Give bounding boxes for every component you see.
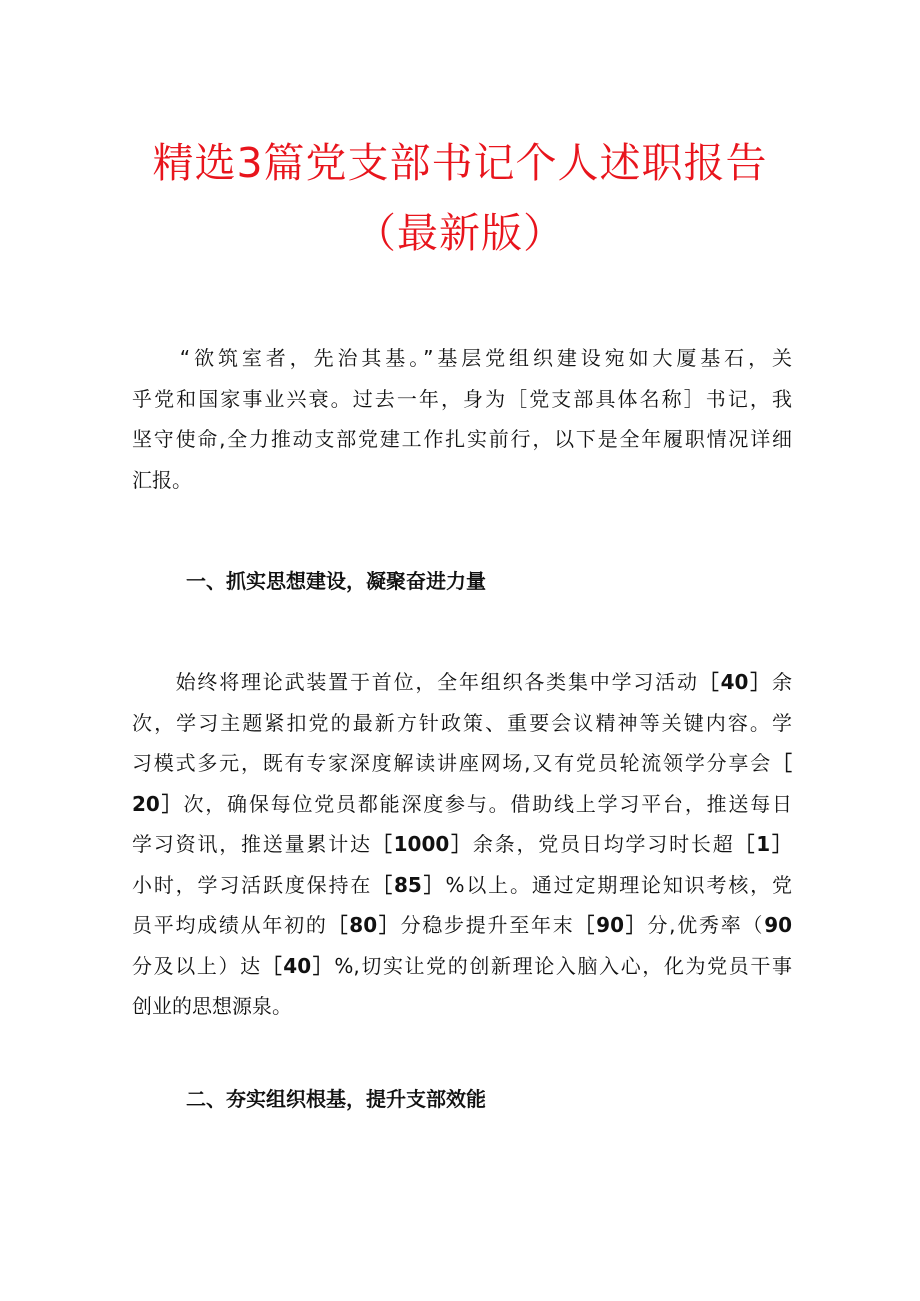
section-1-line: 员平均成绩从年初的［80］分稳步提升至年末［90］分,优秀率（90 [132, 913, 793, 937]
section-1-line: 习模式多元，既有专家深度解读讲座网场,又有党员轮流领学分享会［ [132, 751, 792, 775]
section-1-line: 学习资讯，推送量累计达［1000］余条，党员日均学习时长超［1］ [132, 832, 793, 856]
section-1-line: 始终将理论武装置于首位，全年组织各类集中学习活动［40］余 [132, 670, 792, 694]
document-title-line-2: （最新版） [355, 209, 565, 257]
intro-line: 乎党和国家事业兴衰。过去一年，身为［党支部具体名称］书记，我 [132, 386, 792, 411]
intro-paragraph [132, 338, 792, 500]
section-1-line: 创业的思想源泉。 [132, 994, 292, 1018]
document-title-line-1: 精选3篇党支部书记个人述职报告 [152, 139, 768, 187]
section-2-heading: 二、夯实组织根基，提升支部效能 [186, 1087, 486, 1111]
intro-line: 坚守使命,全力推动支部党建工作扎实前行，以下是全年履职情况详细 [132, 427, 792, 451]
section-1-heading: 一、抓实思想建设，凝聚奋进力量 [186, 569, 486, 593]
section-1-line: 小时，学习活跃度保持在［85］%以上。通过定期理论知识考核，党 [132, 872, 793, 897]
section-1-line: 20］次，确保每位党员都能深度参与。借助线上学习平台，推送每日 [132, 791, 793, 816]
section-1-line: 次，学习主题紧扣党的最新方针政策、重要会议精神等关键内容。学 [132, 710, 792, 735]
intro-line: 汇报。 [132, 467, 192, 492]
intro-line: “欲筑室者，先治其基。”基层党组织建设宛如大厦基石，关 [132, 346, 792, 370]
section-1-line: 分及以上）达［40］%,切实让党的创新理论入脑入心，化为党员干事 [132, 953, 792, 978]
section-1-paragraph [132, 662, 792, 1027]
